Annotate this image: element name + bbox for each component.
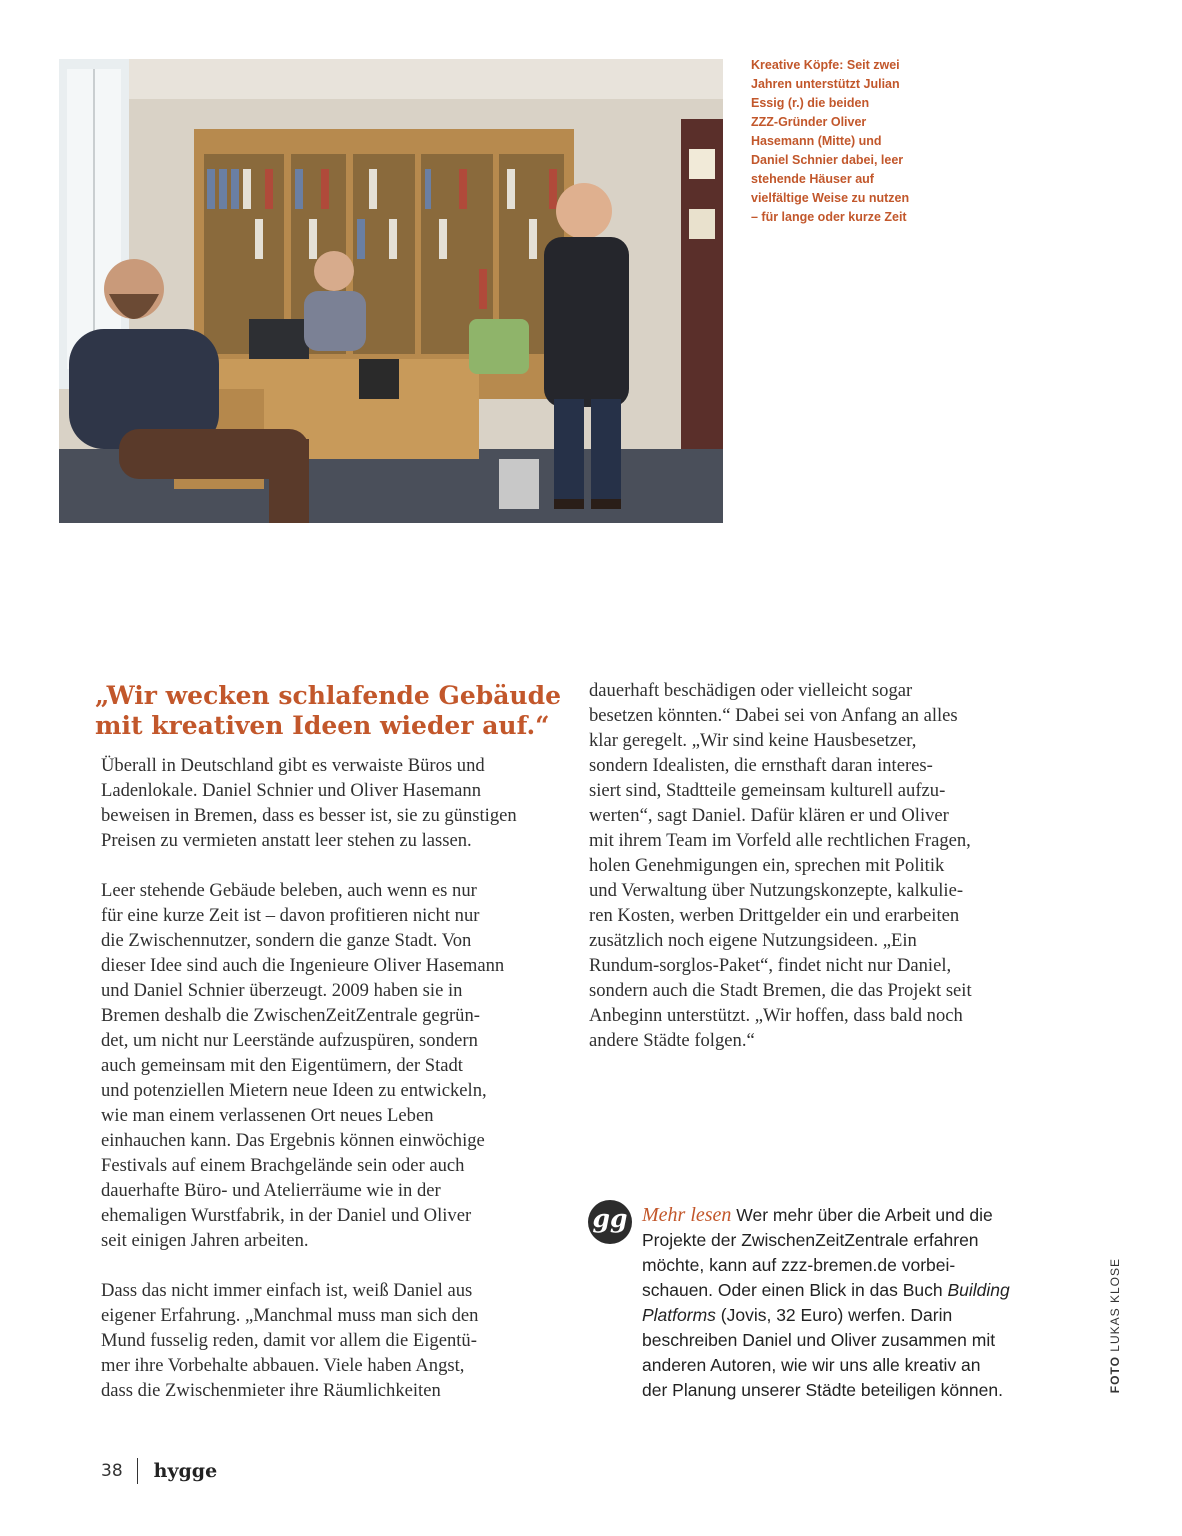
body-line: siert sind, Stadtteile gemeinsam kulturell aufzu-	[589, 780, 946, 801]
photo-caption	[751, 56, 951, 227]
read-more-line: anderen Autoren, wie wir uns alle kreativ an	[642, 1355, 981, 1375]
read-more-line: der Planung unserer Städte beteiligen können.	[642, 1380, 1003, 1400]
body-line: für eine kurze Zeit ist – davon profitieren nicht nur	[101, 905, 480, 926]
caption-line: Jahren unterstützt Julian	[751, 77, 900, 91]
read-more-line: (Jovis, 32 Euro) werfen. Darin	[715, 1305, 953, 1325]
read-more-line: möchte, kann auf zzz-bremen.de vorbei-	[642, 1255, 956, 1275]
body-line: auch gemeinsam mit den Eigentümern, der Stadt	[101, 1055, 463, 1076]
office-photo-illustration	[59, 59, 723, 523]
caption-line: – für lange oder kurze Zeit	[751, 210, 907, 224]
headline-line: „Wir wecken schlafende Gebäude	[95, 681, 561, 710]
body-line: andere Städte folgen.“	[589, 1030, 755, 1051]
pull-quote-headline	[95, 681, 571, 741]
body-line: ren Kosten, werben Drittgelder ein und erarbeiten	[589, 905, 960, 926]
body-line: dauerhafte Büro- und Atelierräume wie in der	[101, 1180, 441, 1201]
article-column-right	[589, 678, 1059, 1053]
body-line: dass die Zwischenmieter ihre Räumlichkeiten	[101, 1380, 441, 1401]
body-line: Preisen zu vermieten anstatt leer stehen zu lassen.	[101, 830, 472, 851]
body-line: Mund fusselig reden, damit vor allem die Eigentü-	[101, 1330, 477, 1351]
body-line: Dass das nicht immer einfach ist, weiß Daniel aus	[101, 1280, 473, 1301]
paragraph-body	[101, 878, 571, 1253]
read-more-line: Projekte der ZwischenZeitZentrale erfahren	[642, 1230, 979, 1250]
body-line: ehemaligen Wurstfabrik, in der Daniel und Oliver	[101, 1205, 472, 1226]
body-line: einhauchen kann. Das Ergebnis können einwöchige	[101, 1130, 485, 1151]
caption-line: Kreative Köpfe: Seit zwei	[751, 58, 900, 72]
body-line: Anbeginn unterstützt. „Wir hoffen, dass bald noch	[589, 1005, 963, 1026]
headline-line: mit kreativen Ideen wieder auf.“	[95, 711, 550, 740]
body-line: und Daniel Schnier überzeugt. 2009 haben sie in	[101, 980, 463, 1001]
caption-line: vielfältige Weise zu nutzen	[751, 191, 910, 205]
body-line: eigener Erfahrung. „Manchmal muss man sich den	[101, 1305, 479, 1326]
body-line: sondern auch die Stadt Bremen, die das Projekt seit	[589, 980, 972, 1001]
paragraph-body	[101, 1278, 571, 1403]
body-line: det, um nicht nur Leerstände aufzuspüren, sondern	[101, 1030, 478, 1051]
body-line: dieser Idee sind auch die Ingenieure Oliver Hasemann	[101, 955, 505, 976]
body-line: Rundum-sorglos-Paket“, findet nicht nur Daniel,	[589, 955, 952, 976]
body-line: sondern Idealisten, die ernsthaft daran interes-	[589, 755, 933, 776]
body-line: mer ihre Vorbehalte abbauen. Viele haben Angst,	[101, 1355, 465, 1376]
caption-line: ZZZ-Gründer Oliver	[751, 115, 867, 129]
read-more-line: Wer mehr über die Arbeit und die	[736, 1205, 993, 1225]
page-footer	[101, 1456, 217, 1486]
body-line: holen Genehmigungen ein, sprechen mit Politik	[589, 855, 945, 876]
body-line: wie man einem verlassenen Ort neues Leben	[101, 1105, 434, 1126]
caption-line: Essig (r.) die beiden	[751, 96, 870, 110]
body-line: klar geregelt. „Wir sind keine Hausbesetzer,	[589, 730, 917, 751]
body-line: zusätzlich noch eigene Nutzungsideen. „Ein	[589, 930, 917, 951]
article-column-left	[95, 681, 571, 1403]
read-more-title: Mehr lesen	[642, 1204, 732, 1226]
body-line: und potenziellen Mietern neue Ideen zu entwickeln,	[101, 1080, 487, 1101]
body-line: werten“, sagt Daniel. Dafür klären er und Oliver	[589, 805, 949, 826]
body-line: die Zwischennutzer, sondern die ganze Stadt. Von	[101, 930, 472, 951]
photo-credit	[1107, 1258, 1123, 1408]
body-line: Bremen deshalb die ZwischenZeitZentrale gegrün-	[101, 1005, 480, 1026]
photo-credit-label: FOTO	[1108, 1356, 1122, 1394]
caption-line: stehende Häuser auf	[751, 172, 874, 186]
article-photo	[59, 59, 723, 523]
body-line: mit ihrem Team im Vorfeld alle rechtlichen Fragen,	[589, 830, 971, 851]
book-title: Building	[947, 1280, 1010, 1300]
photo-credit-name: LUKAS KLOSE	[1108, 1258, 1122, 1352]
body-line: dauerhaft beschädigen oder vielleicht sogar	[589, 680, 913, 701]
magazine-logo: hygge	[153, 1460, 218, 1482]
gg-logo-icon: gg	[588, 1200, 632, 1244]
read-more-line: schauen. Oder einen Blick in das Buch	[642, 1280, 948, 1300]
caption-line: Hasemann (Mitte) und	[751, 134, 882, 148]
body-line: Leer stehende Gebäude beleben, auch wenn es nur	[101, 880, 477, 901]
body-line: und Verwaltung über Nutzungskonzepte, kalkulie-	[589, 880, 964, 901]
body-line: beweisen in Bremen, dass es besser ist, sie zu günstigen	[101, 805, 517, 826]
footer-divider	[137, 1458, 138, 1484]
paragraph-intro	[101, 753, 571, 853]
caption-line: Daniel Schnier dabei, leer	[751, 153, 904, 167]
body-line: besetzen könnten.“ Dabei sei von Anfang an alles	[589, 705, 958, 726]
body-line: seit einigen Jahren arbeiten.	[101, 1230, 309, 1251]
page-number: 38	[101, 1461, 123, 1481]
read-more-line: beschreiben Daniel und Oliver zusammen mit	[642, 1330, 996, 1350]
body-line: Ladenlokale. Daniel Schnier und Oliver Hasemann	[101, 780, 482, 801]
book-title: Platforms	[642, 1305, 716, 1325]
body-line: Überall in Deutschland gibt es verwaiste Büros und	[101, 755, 485, 776]
read-more-text	[642, 1203, 1062, 1403]
body-line: Festivals auf einem Brachgelände sein oder auch	[101, 1155, 465, 1176]
